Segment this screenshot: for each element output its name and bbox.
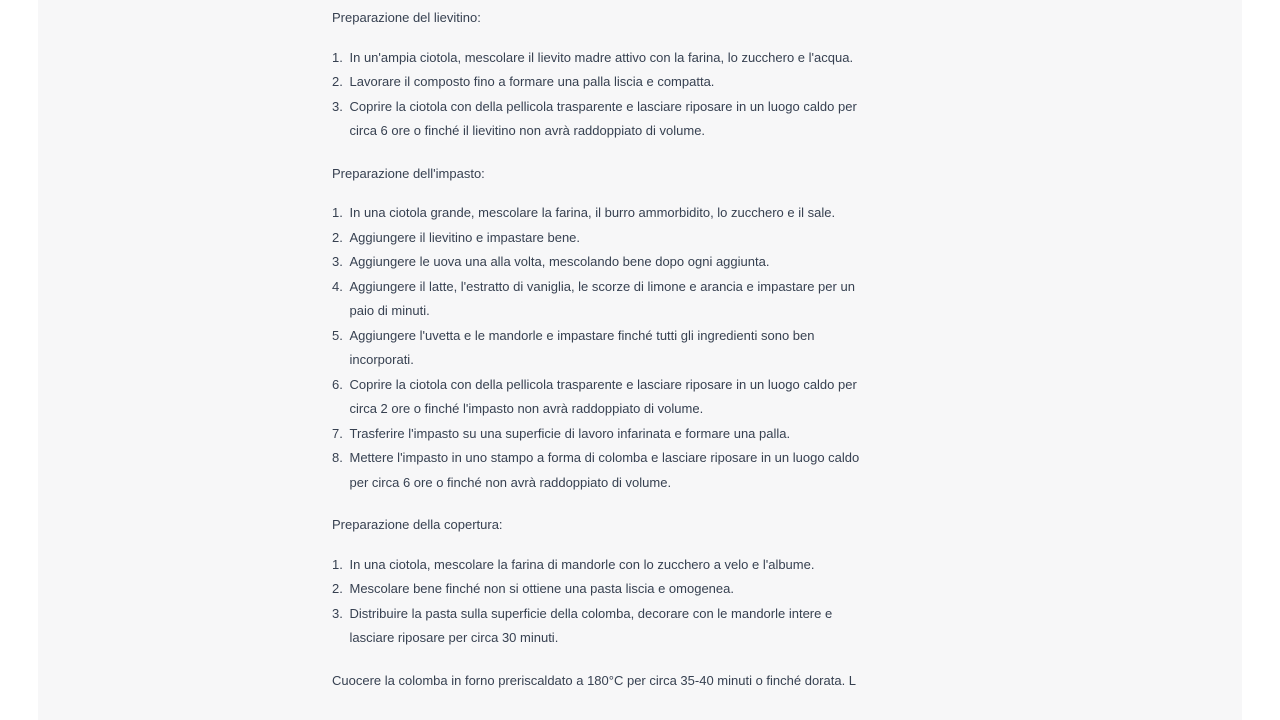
step-number: 4. <box>332 278 343 294</box>
section-heading: Preparazione della copertura: <box>332 517 503 532</box>
step-number: 6. <box>332 376 343 392</box>
step-text: Aggiungere le uova una alla volta, mescolando bene dopo ogni aggiunta. <box>349 254 770 269</box>
step-text: Lavorare il composto fino a formare una palla liscia e compatta. <box>349 74 715 89</box>
step-text: In un'ampia ciotola, mescolare il lievito madre attivo con la farina, lo zucchero e l'acqua. <box>349 49 854 65</box>
step-number: 7. <box>332 425 343 441</box>
list-item <box>332 70 872 95</box>
step-text: Mescolare bene finché non si ottiene una pasta liscia e omogenea. <box>349 581 734 596</box>
step-number: 3. <box>332 605 343 621</box>
section-heading: Preparazione dell'impasto: <box>332 165 485 181</box>
section-lievitino <box>332 6 872 144</box>
step-text: Aggiungere l'uvetta e le mandorle e impastare finché tutti gli ingredienti sono ben incorporati. <box>349 327 815 367</box>
closing-paragraph: Cuocere la colomba in forno preriscaldato a 180°C per circa 35-40 minuti o finché dorata. L <box>332 672 857 688</box>
steps-list <box>332 201 872 495</box>
list-item <box>332 226 872 251</box>
list-item <box>332 602 872 651</box>
step-number: 2. <box>332 581 343 596</box>
list-item <box>332 446 872 495</box>
section-heading: Preparazione del lievitino: <box>332 10 481 25</box>
step-text: Trasferire l'impasto su una superficie di lavoro infarinata e formare una palla. <box>349 425 791 441</box>
list-item <box>332 373 872 422</box>
step-number: 2. <box>332 229 343 245</box>
section-copertura <box>332 513 872 651</box>
step-number: 3. <box>332 98 343 114</box>
list-item <box>332 201 872 226</box>
list-item <box>332 46 872 71</box>
steps-list <box>332 46 872 144</box>
step-number: 2. <box>332 74 343 89</box>
step-text: Coprire la ciotola con della pellicola trasparente e lasciare riposare in un luogo caldo per circa 6 ore o finché il lievitino non avrà raddoppiato di volume. <box>349 98 857 138</box>
step-text: Coprire la ciotola con della pellicola trasparente e lasciare riposare in un luogo caldo per circa 2 ore o finché l'impasto non avrà raddoppiato di volume. <box>349 376 857 416</box>
list-item <box>332 275 872 324</box>
step-text: In una ciotola grande, mescolare la farina, il burro ammorbidito, lo zucchero e il sale. <box>349 205 836 220</box>
list-item <box>332 250 872 275</box>
list-item <box>332 553 872 578</box>
step-number: 5. <box>332 327 343 343</box>
steps-list <box>332 553 872 651</box>
step-text: In una ciotola, mescolare la farina di mandorle con lo zucchero a velo e l'albume. <box>349 556 815 572</box>
step-number: 1. <box>332 556 343 572</box>
step-text: Aggiungere il latte, l'estratto di vaniglia, le scorze di limone e arancia e impastare per un paio di minuti. <box>349 278 855 318</box>
list-item <box>332 95 872 144</box>
assistant-message <box>332 0 872 693</box>
step-number: 3. <box>332 254 343 269</box>
step-number: 8. <box>332 450 343 465</box>
list-item <box>332 324 872 373</box>
step-text: Mettere l'impasto in uno stampo a forma di colomba e lasciare riposare in un luogo caldo per circa 6 ore o finché non avrà raddoppiato di volume. <box>349 450 860 490</box>
step-number: 1. <box>332 205 343 220</box>
list-item <box>332 577 872 602</box>
section-impasto <box>332 162 872 496</box>
step-text: Aggiungere il lievitino e impastare bene. <box>349 229 581 245</box>
step-number: 1. <box>332 49 343 65</box>
list-item <box>332 422 872 447</box>
step-text: Distribuire la pasta sulla superficie della colomba, decorare con le mandorle intere e lasciare riposare per circa 30 minuti. <box>349 605 833 645</box>
